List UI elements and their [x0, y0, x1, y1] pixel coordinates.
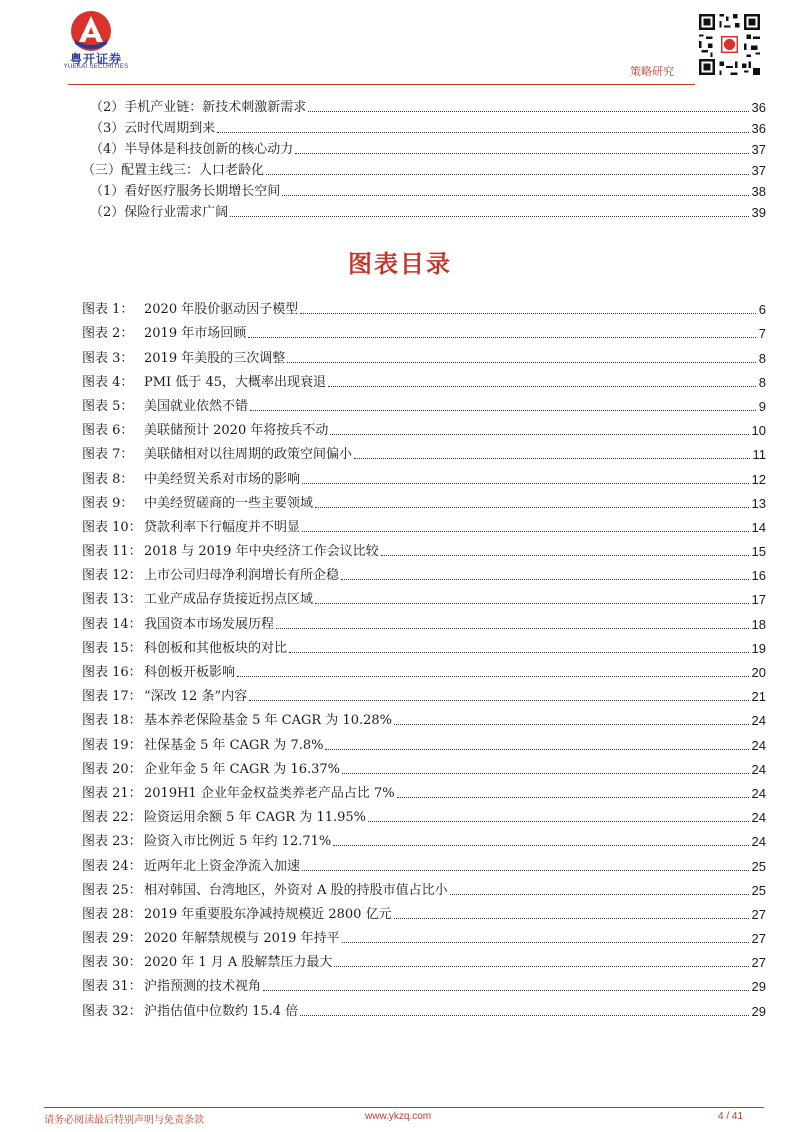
- figure-title: 企业年金 5 年 CAGR 为 16.37%: [144, 761, 341, 777]
- figure-entry[interactable]: [82, 583, 766, 607]
- figure-entry[interactable]: [82, 317, 766, 341]
- toc-leader: [302, 530, 749, 532]
- toc-leader: [394, 917, 749, 919]
- figure-label: 图表 29：: [82, 931, 142, 947]
- figure-entry[interactable]: [82, 704, 766, 728]
- figure-title: 沪指预测的技术视角: [144, 979, 262, 995]
- toc-leader: [263, 989, 749, 991]
- figure-entry[interactable]: [82, 414, 766, 438]
- figure-page: 17: [751, 592, 766, 608]
- figure-title: 工业产成品存货接近拐点区域: [144, 592, 314, 608]
- figure-list-heading: 图表目录: [348, 250, 452, 278]
- toc-entry-page: 38: [751, 184, 766, 199]
- figure-label: 图表 16：: [82, 665, 142, 680]
- figure-page: 27: [751, 931, 766, 947]
- toc-entry-page: 37: [751, 142, 766, 157]
- toc-entry-title: （1）看好医疗服务长期增长空间: [90, 184, 281, 199]
- toc-leader: [394, 723, 749, 725]
- figure-title: 美联储预计 2020 年将按兵不动: [144, 423, 329, 439]
- toc-entry[interactable]: [82, 136, 766, 157]
- toc-entry[interactable]: [82, 157, 766, 178]
- toc-entry-page: 39: [751, 205, 766, 220]
- figure-page: 15: [751, 544, 766, 560]
- toc-leader: [368, 820, 749, 822]
- toc-entry[interactable]: [82, 178, 766, 199]
- toc-leader: [315, 506, 749, 508]
- figure-label: 图表 3：: [82, 350, 134, 366]
- figure-entry[interactable]: [82, 994, 766, 1018]
- figure-entry[interactable]: [82, 293, 766, 317]
- figure-label: 图表 31：: [82, 979, 142, 995]
- toc-leader: [300, 312, 756, 314]
- footer-page-number: 4 / 41: [718, 1111, 744, 1122]
- figure-title: 2020 年股价驱动因子模型: [144, 302, 299, 318]
- toc-leader: [397, 796, 749, 798]
- figure-entry[interactable]: [82, 632, 766, 656]
- figure-entry[interactable]: [82, 825, 766, 849]
- figure-title: 2020 年解禁规模与 2019 年持平: [144, 931, 340, 947]
- figure-label: 图表 22：: [82, 810, 142, 826]
- toc-entry[interactable]: [82, 199, 766, 220]
- toc-leader: [266, 173, 749, 175]
- figure-label: 图表 17：: [82, 689, 142, 705]
- figure-label: 图表 23：: [82, 834, 142, 850]
- footer-divider: [44, 1107, 764, 1108]
- figure-page: 9: [758, 398, 766, 414]
- figure-title: 2019 年美股的三次调整: [144, 350, 286, 366]
- figure-page: 24: [751, 737, 766, 753]
- toc-leader: [249, 699, 748, 701]
- toc-leader: [325, 748, 748, 750]
- yuekai-logo-icon: [70, 10, 112, 52]
- figure-entry[interactable]: [82, 487, 766, 511]
- figure-label: 图表 20：: [82, 761, 142, 777]
- figure-page: 13: [751, 495, 766, 511]
- toc-entry-page: 36: [751, 121, 766, 136]
- figure-label: 图表 8：: [82, 471, 134, 487]
- figure-page: 27: [751, 906, 766, 922]
- figure-title: 中美经贸磋商的一些主要领域: [144, 495, 314, 511]
- figure-page: 25: [751, 858, 766, 874]
- figure-label: 图表 30：: [82, 955, 142, 971]
- figure-label: 图表 2：: [82, 326, 134, 342]
- figure-label: 图表 1：: [82, 302, 134, 318]
- toc-leader: [308, 110, 748, 112]
- figure-label: 图表 6：: [82, 423, 134, 439]
- figure-page: 24: [751, 810, 766, 826]
- figure-entry[interactable]: [82, 607, 766, 631]
- figure-label: 图表 5：: [82, 398, 134, 414]
- figure-title: 2019 年市场回顾: [144, 326, 247, 342]
- toc-leader: [248, 336, 756, 338]
- figure-page: 21: [751, 689, 766, 705]
- figure-page: 29: [751, 979, 766, 995]
- logo-name: 粤开证券: [69, 52, 122, 66]
- toc-entry-title: （4）半导体是科技创新的核心动力: [90, 142, 294, 157]
- figure-entry[interactable]: [82, 874, 766, 898]
- figure-page: 24: [751, 761, 766, 777]
- figure-title: 上市公司归母净利润增长有所企稳: [144, 568, 340, 584]
- toc-leader: [237, 675, 749, 677]
- toc-leader: [282, 194, 748, 196]
- figure-list: [82, 293, 766, 1019]
- toc-leader: [300, 1014, 748, 1016]
- figure-page: 10: [751, 423, 766, 439]
- figure-page: 8: [758, 350, 766, 366]
- toc-leader: [302, 869, 749, 871]
- toc-leader: [330, 433, 748, 435]
- figure-label: 图表 19：: [82, 737, 142, 753]
- figure-entry[interactable]: [82, 511, 766, 535]
- toc-leader: [287, 361, 756, 363]
- figure-title: 2018 与 2019 年中央经济工作会议比较: [144, 544, 379, 560]
- figure-label: 图表 15：: [82, 640, 142, 656]
- figure-title: 沪指估值中位数约 15.4 倍: [144, 1003, 299, 1019]
- figure-label: 图表 24：: [82, 858, 142, 874]
- figure-title: 基本养老保险基金 5 年 CAGR 为 10.28%: [144, 713, 393, 729]
- toc-leader: [333, 844, 748, 846]
- figure-title: 2019 年重要股东净减持规模近 2800 亿元: [144, 906, 392, 922]
- toc-leader: [341, 578, 749, 580]
- figure-title: 贷款利率下行幅度并不明显: [144, 519, 301, 535]
- figure-entry[interactable]: [82, 922, 766, 946]
- figure-title: 险资运用余额 5 年 CAGR 为 11.95%: [144, 810, 367, 826]
- figure-page: 14: [751, 519, 766, 535]
- figure-page: 8: [758, 374, 766, 390]
- figure-page: 6: [758, 302, 766, 318]
- figure-entry[interactable]: [82, 559, 766, 583]
- toc-continued-list: [82, 94, 766, 220]
- figure-entry[interactable]: [82, 390, 766, 414]
- figure-page: 25: [751, 882, 766, 898]
- toc-entry-page: 37: [751, 163, 766, 178]
- figure-label: 图表 4：: [82, 374, 134, 390]
- figure-label: 图表 18：: [82, 713, 142, 729]
- header-divider: [68, 84, 695, 85]
- figure-entry[interactable]: [82, 898, 766, 922]
- figure-label: 图表 25：: [82, 882, 142, 898]
- figure-label: 图表 13：: [82, 592, 142, 608]
- figure-entry[interactable]: [82, 753, 766, 777]
- toc-entry-title: （2）保险行业需求广阔: [90, 205, 229, 220]
- figure-title: PMI 低于 45，大概率出现衰退: [144, 374, 327, 390]
- toc-leader: [302, 482, 749, 484]
- toc-leader: [289, 651, 749, 653]
- figure-entry[interactable]: [82, 970, 766, 994]
- figure-entry[interactable]: [82, 680, 766, 704]
- footer-disclaimer-link[interactable]: 请务必阅读最后特别声明与免责条款: [44, 1115, 204, 1126]
- figure-label: 图表 9：: [82, 495, 134, 511]
- toc-entry-title: （3）云时代周期到来: [90, 121, 216, 136]
- figure-page: 11: [752, 447, 766, 463]
- figure-entry[interactable]: [82, 535, 766, 559]
- figure-entry[interactable]: [82, 366, 766, 390]
- toc-leader: [217, 131, 748, 133]
- page-header: [0, 0, 800, 84]
- figure-title: 社保基金 5 年 CAGR 为 7.8%: [144, 737, 324, 753]
- footer-website-link[interactable]: www.ykzq.com: [365, 1111, 432, 1122]
- figure-page: 29: [751, 1003, 766, 1019]
- logo-subtitle: YUEKAI SECURITIES: [63, 64, 129, 70]
- figure-entry[interactable]: [82, 438, 766, 462]
- toc-entry-page: 36: [751, 100, 766, 115]
- figure-page: 24: [751, 834, 766, 850]
- figure-entry[interactable]: [82, 728, 766, 752]
- toc-leader: [342, 772, 749, 774]
- figure-title: 科创板开板影响: [144, 665, 236, 680]
- figure-label: 图表 12：: [82, 568, 142, 584]
- toc-entry[interactable]: [82, 94, 766, 115]
- figure-title: 2020 年 1 月 A 股解禁压力最大: [144, 955, 333, 971]
- figure-entry[interactable]: [82, 801, 766, 825]
- figure-title: 险资入市比例近 5 年约 12.71%: [144, 834, 332, 850]
- figure-title: 相对韩国、台湾地区，外资对 A 股的持股市值占比小: [144, 882, 448, 898]
- figure-page: 18: [751, 616, 766, 632]
- figure-entry[interactable]: [82, 462, 766, 486]
- toc-leader: [381, 554, 749, 556]
- figure-label: 图表 10：: [82, 519, 142, 535]
- toc-leader: [230, 215, 748, 217]
- figure-entry[interactable]: [82, 341, 766, 365]
- figure-title: “深改 12 条”内容: [144, 689, 248, 705]
- figure-title: 美国就业依然不错: [144, 398, 249, 414]
- figure-page: 24: [751, 785, 766, 801]
- figure-title: 美联储相对以往周期的政策空间偏小: [144, 447, 353, 463]
- section-label: 策略研究: [630, 65, 674, 78]
- figure-title: 我国资本市场发展历程: [144, 616, 275, 632]
- figure-entry[interactable]: [82, 656, 766, 680]
- figure-label: 图表 14：: [82, 616, 142, 632]
- figure-label: 图表 7：: [82, 447, 134, 463]
- figure-page: 19: [751, 640, 766, 656]
- toc-leader: [342, 941, 749, 943]
- toc-leader: [295, 152, 748, 154]
- figure-label: 图表 32：: [82, 1003, 142, 1019]
- figure-page: 7: [758, 326, 766, 342]
- figure-label: 图表 11：: [82, 544, 142, 560]
- figure-page: 16: [751, 568, 766, 584]
- toc-entry-title: （2）手机产业链：新技术刺激新需求: [90, 100, 307, 115]
- figure-page: 24: [751, 713, 766, 729]
- toc-entry[interactable]: [82, 115, 766, 136]
- figure-page: 27: [751, 955, 766, 971]
- toc-entry-title: （三）配置主线三：人口老龄化: [82, 163, 265, 178]
- toc-leader: [328, 385, 756, 387]
- toc-leader: [450, 893, 749, 895]
- figure-entry[interactable]: [82, 777, 766, 801]
- figure-label: 图表 21：: [82, 785, 142, 801]
- toc-leader: [334, 965, 748, 967]
- figure-label: 图表 28：: [82, 906, 142, 922]
- figure-entry[interactable]: [82, 946, 766, 970]
- figure-title: 中美经贸关系对市场的影响: [144, 471, 301, 487]
- figure-title: 科创板和其他板块的对比: [144, 640, 288, 656]
- toc-leader: [276, 627, 749, 629]
- figure-page: 20: [751, 665, 766, 680]
- figure-title: 近两年北上资金净流入加速: [144, 858, 301, 874]
- toc-leader: [250, 409, 756, 411]
- figure-title: 2019H1 企业年金权益类养老产品占比 7%: [144, 785, 395, 801]
- qr-code-icon: [697, 12, 762, 77]
- figure-page: 12: [751, 471, 766, 487]
- toc-leader: [315, 602, 749, 604]
- toc-leader: [354, 457, 749, 459]
- figure-entry[interactable]: [82, 849, 766, 873]
